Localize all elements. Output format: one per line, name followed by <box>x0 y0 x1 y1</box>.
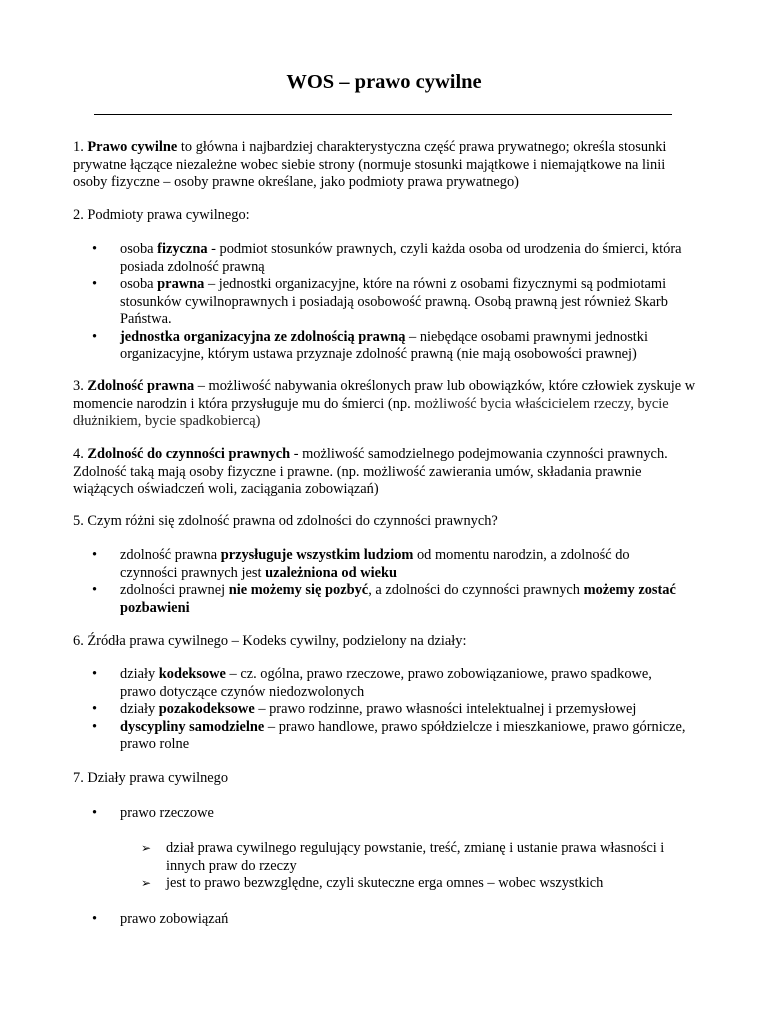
list-item: ➢ dział prawa cywilnego regulujący powstanie, treść, zmianę i ustanie prawa własności i innych praw do rzeczy <box>141 840 665 874</box>
bullet-icon: • <box>92 582 98 598</box>
bullet-icon: • <box>92 718 98 735</box>
list-item: • zdolność prawna przysługuje wszystkim ludziom od momentu narodzin, a zdolność do czynności prawnych jest uzależniona od wieku <box>92 547 630 581</box>
list-item: • osoba prawna – jednostki organizacyjne, które na równi z osobami fizycznymi są podmiotami stosunków cywilnoprawnych i posiadają osobowość prawną. Osobą prawną jest również Skarb Państwa. <box>92 276 668 327</box>
title-divider <box>94 114 672 115</box>
bullet-icon: • <box>92 805 98 821</box>
arrow-bullet-icon: ➢ <box>141 876 152 890</box>
section-1-text: to główna i najbardziej charakterystyczna część prawa prywatnego; określa stosunki prywatne łączące niezależne wobec siebie strony (normuje stosunki majątkowe i niemajątkowe na linii osoby fizyczne – osoby prawne określane, jako podmioty prawa prywatnego) <box>73 139 667 190</box>
bullet-icon: • <box>92 911 98 927</box>
list-item: • zdolności prawnej nie możemy się pozbyć, a zdolności do czynności prawnych możemy zostać pozbawieni <box>92 582 676 616</box>
section-5-list <box>0 547 680 617</box>
section-1-number: 1. <box>73 139 88 155</box>
section-6-heading: 6. Źródła prawa cywilnego – Kodeks cywilny, podzielony na działy: <box>73 633 467 649</box>
list-item: ➢ jest to prawo bezwzględne, czyli skuteczne erga omnes – wobec wszystkich <box>141 875 604 891</box>
bullet-icon: • <box>92 701 98 717</box>
list-item: • działy pozakodeksowe – prawo rodzinne, prawo własności intelektualnej i przemysłowej <box>92 701 637 717</box>
section-2-heading: 2. Podmioty prawa cywilnego: <box>73 207 250 223</box>
section-7-sublist <box>0 840 720 893</box>
section-7-heading: 7. Działy prawa cywilnego <box>73 770 229 786</box>
section-6-list <box>0 666 686 754</box>
arrow-bullet-icon: ➢ <box>141 841 152 855</box>
list-item: • osoba fizyczna - podmiot stosunków prawnych, czyli każda osoba od urodzenia do śmierci, która posiada zdolność prawną <box>92 241 682 275</box>
list-item: • prawo zobowiązań <box>92 911 229 927</box>
bullet-icon: • <box>92 328 98 345</box>
document-title: WOS – prawo cywilne <box>286 71 482 93</box>
section-3-term: Zdolność prawna <box>87 378 195 394</box>
bullet-icon: • <box>92 666 98 682</box>
section-4: 4. Zdolność do czynności prawnych - możliwość samodzielnego podejmowania czynności prawnych. Zdolność taką mają osoby fizyczne i prawne. (np. możliwość zawierania umów, składania prawnie wiążących oświadczeń woli, zaciągania zobowiązań) <box>73 446 668 497</box>
list-item: • dyscypliny samodzielne – prawo handlowe, prawo spółdzielcze i mieszkaniowe, prawo górnicze, prawo rolne <box>92 718 686 752</box>
section-4-term: Zdolność do czynności prawnych <box>87 446 291 462</box>
bullet-icon: • <box>92 241 98 257</box>
section-7-list-2 <box>0 911 680 929</box>
section-3: 3. Zdolność prawna – możliwość nabywania określonych praw lub obowiązków, które człowiek zyskuje w momencie narodzin i która przysługuje mu do śmierci (np. możliwość bycia właścicielem rzeczy, bycie dłużnikiem, bycie spadkobiercą) <box>73 378 696 429</box>
section-3-example: możliwość bycia właścicielem rzeczy, bycie dłużnikiem, bycie spadkobiercą) <box>73 395 669 429</box>
section-5-heading: 5. Czym różni się zdolność prawna od zdolności do czynności prawnych? <box>73 513 498 529</box>
section-1-term: Prawo cywilne <box>87 139 178 155</box>
list-item: • działy kodeksowe – cz. ogólna, prawo rzeczowe, prawo zobowiązaniowe, prawo spadkowe, prawo dotyczące czynów niedozwolonych <box>92 666 652 700</box>
section-7-list <box>0 805 680 823</box>
section-2-list <box>0 241 680 364</box>
list-item: • prawo rzeczowe <box>92 805 214 821</box>
list-item: • jednostka organizacyjna ze zdolnością prawną – niebędące osobami prawnymi jednostki organizacyjne, którym ustawa przyznaje zdolność prawną (nie mają osobowości prawnej) <box>92 328 649 362</box>
section-1 <box>73 139 703 192</box>
bullet-icon: • <box>92 547 98 563</box>
bullet-icon: • <box>92 276 98 292</box>
